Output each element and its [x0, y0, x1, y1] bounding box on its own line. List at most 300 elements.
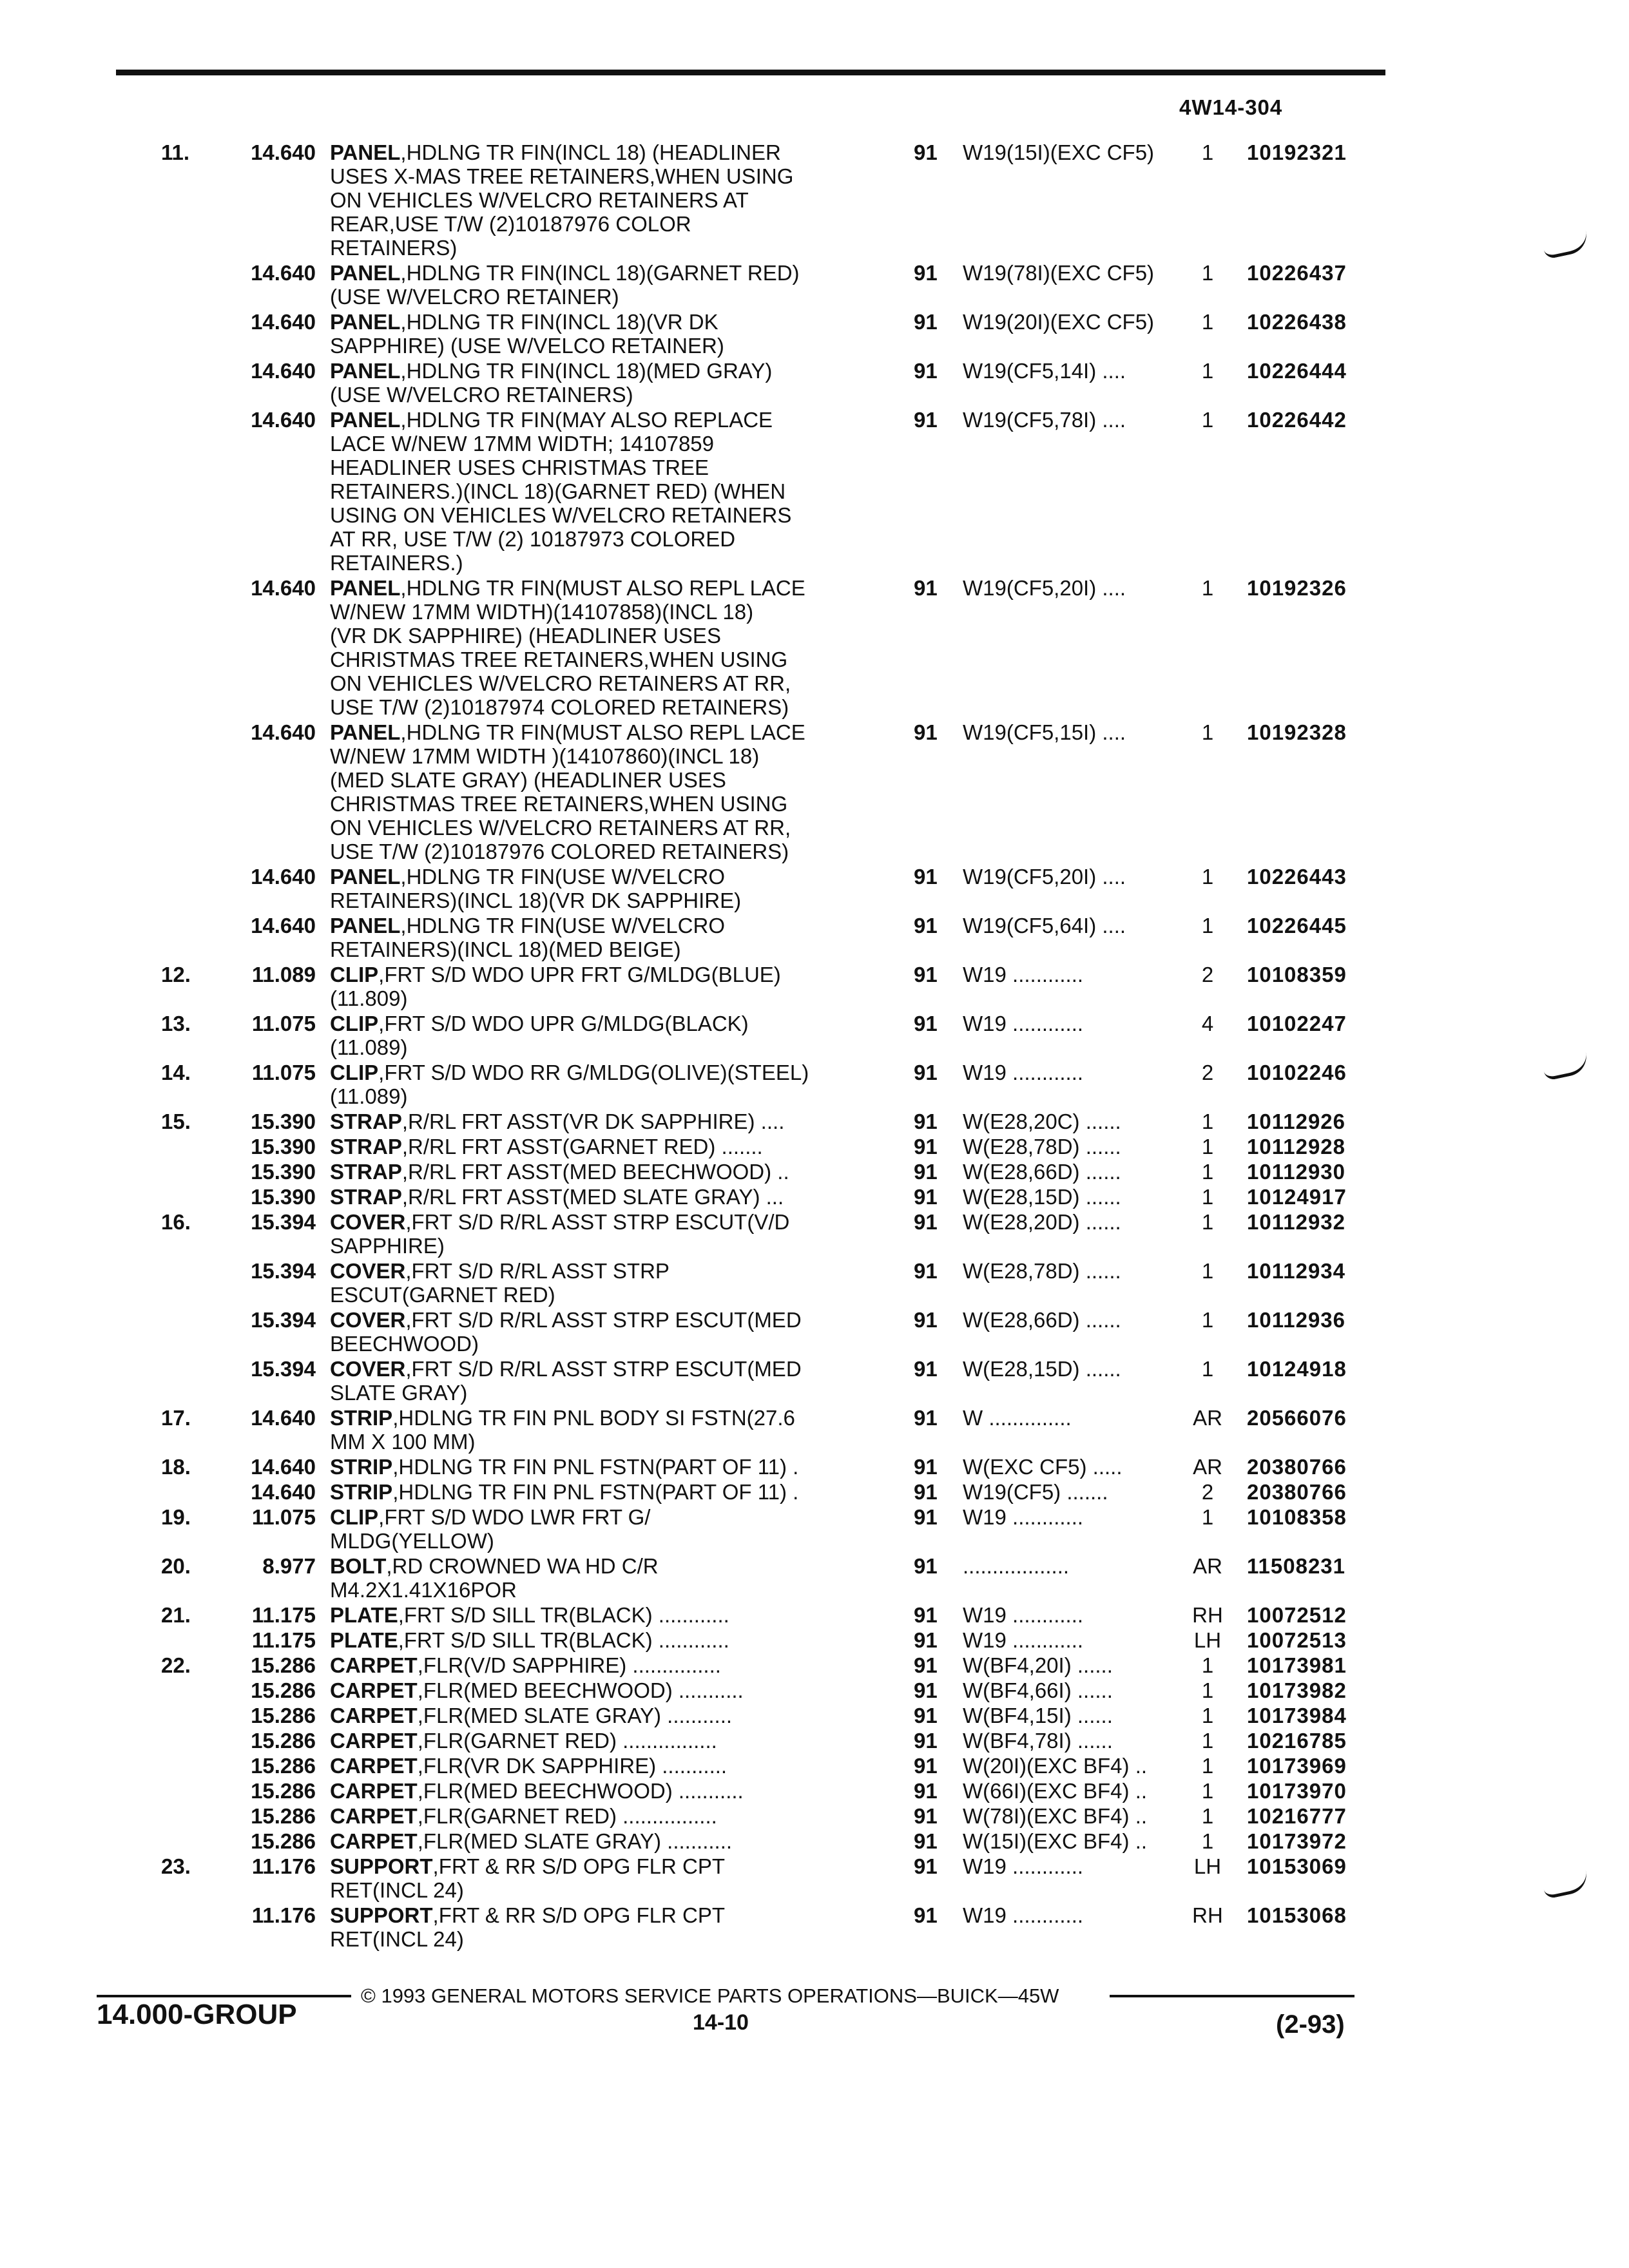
- part-name: SUPPORT: [330, 1854, 433, 1878]
- part-details: ,FRT S/D R/RL ASST STRP ESCUT(GARNET RED): [330, 1259, 670, 1307]
- part-description: [330, 310, 865, 358]
- part-details: ,FLR(MED SLATE GRAY) ...........: [417, 1829, 733, 1853]
- part-number: 20380766: [1247, 1455, 1347, 1479]
- part-details: ,FLR(GARNET RED) ................: [417, 1804, 717, 1828]
- model-year: 91: [914, 1829, 938, 1853]
- part-number: 10112932: [1247, 1210, 1346, 1234]
- table-row: [0, 1406, 1629, 1455]
- table-row: [0, 1012, 1629, 1061]
- usage-code: W19(CF5) .......: [963, 1480, 1108, 1504]
- part-description: [330, 1110, 865, 1133]
- part-number: 10124918: [1247, 1357, 1347, 1381]
- model-year: 91: [914, 310, 938, 334]
- part-name: CLIP: [330, 1505, 379, 1529]
- table-row: [0, 1160, 1629, 1185]
- group-number: 14.640: [251, 310, 316, 334]
- model-year: 91: [914, 576, 938, 600]
- usage-code: W(E28,78D) ......: [963, 1135, 1121, 1158]
- quantity: AR: [1193, 1554, 1222, 1578]
- usage-code: W19 ............: [963, 1903, 1084, 1927]
- part-number: 10173982: [1247, 1678, 1347, 1702]
- table-row: [0, 963, 1629, 1012]
- part-description: [330, 408, 865, 575]
- item-number: 20.: [161, 1554, 191, 1578]
- part-description: [330, 865, 865, 912]
- model-year: 91: [914, 914, 938, 937]
- group-number: 15.390: [251, 1110, 316, 1133]
- usage-code: W19 ............: [963, 1061, 1084, 1084]
- item-number: 21.: [161, 1603, 191, 1627]
- quantity: 1: [1201, 1135, 1214, 1158]
- table-row: [0, 1110, 1629, 1135]
- group-number: 14.640: [251, 261, 316, 285]
- table-row: [0, 359, 1629, 408]
- model-year: 91: [914, 261, 938, 285]
- model-year: 91: [914, 1554, 938, 1578]
- part-name: STRIP: [330, 1480, 393, 1504]
- part-details: ,FRT & RR S/D OPG FLR CPT RET(INCL 24): [330, 1903, 726, 1951]
- model-year: 91: [914, 1678, 938, 1702]
- model-year: 91: [914, 1480, 938, 1504]
- group-number: 14.640: [251, 865, 316, 889]
- model-year: 91: [914, 408, 938, 432]
- table-row: [0, 1480, 1629, 1505]
- usage-code: W19 ............: [963, 1012, 1084, 1035]
- group-number: 14.640: [251, 1455, 316, 1479]
- group-number: 14.640: [251, 720, 316, 744]
- item-number: 18.: [161, 1455, 191, 1479]
- quantity: 1: [1201, 1779, 1214, 1803]
- group-number: 15.390: [251, 1135, 316, 1158]
- part-details: ,R/RL FRT ASST(GARNET RED) .......: [401, 1135, 763, 1158]
- group-number: 15.394: [251, 1357, 316, 1381]
- part-details: ,FRT S/D R/RL ASST STRP ESCUT(V/D SAPPHIRE): [330, 1210, 790, 1258]
- model-year: 91: [914, 1135, 938, 1158]
- part-number: 10216777: [1247, 1804, 1347, 1828]
- part-description: [330, 1653, 865, 1677]
- quantity: AR: [1193, 1455, 1222, 1479]
- table-row: [0, 1603, 1629, 1628]
- table-row: [0, 1210, 1629, 1259]
- part-number: 10216785: [1247, 1729, 1347, 1753]
- part-number: 10192328: [1247, 720, 1347, 744]
- part-description: [330, 1480, 865, 1504]
- part-description: [330, 1603, 865, 1627]
- usage-code: W19(15I)(EXC CF5): [963, 140, 1155, 164]
- part-name: PLATE: [330, 1628, 398, 1652]
- part-description: [330, 1160, 865, 1184]
- usage-code: W(E28,20D) ......: [963, 1210, 1121, 1234]
- quantity: 1: [1201, 1804, 1214, 1828]
- part-details: ,HDLNG TR FIN PNL FSTN(PART OF 11) .: [392, 1480, 799, 1504]
- part-name: CARPET: [330, 1754, 418, 1778]
- part-number: 10226444: [1247, 359, 1347, 383]
- part-details: ,FRT & RR S/D OPG FLR CPT RET(INCL 24): [330, 1854, 726, 1902]
- usage-code: W19 ............: [963, 1854, 1084, 1878]
- item-number: 17.: [161, 1406, 191, 1430]
- quantity: 1: [1201, 1110, 1214, 1133]
- quantity: 1: [1201, 1829, 1214, 1853]
- usage-code: W(E28,15D) ......: [963, 1357, 1121, 1381]
- usage-code: W19 ............: [963, 1505, 1084, 1529]
- part-name: CARPET: [330, 1653, 418, 1677]
- usage-code: W(E28,15D) ......: [963, 1185, 1121, 1209]
- part-details: ,HDLNG TR FIN(INCL 18)(MED GRAY) (USE W/VELCRO RETAINERS): [330, 359, 773, 407]
- part-number: 10102246: [1247, 1061, 1347, 1084]
- part-details: ,FRT S/D WDO RR G/MLDG(OLIVE)(STEEL) (11.089): [330, 1061, 809, 1108]
- model-year: 91: [914, 1061, 938, 1084]
- part-name: STRIP: [330, 1406, 393, 1430]
- quantity: 1: [1201, 1678, 1214, 1702]
- usage-code: W(15I)(EXC BF4) ..: [963, 1829, 1148, 1853]
- part-details: ,HDLNG TR FIN(INCL 18)(GARNET RED) (USE W/VELCRO RETAINER): [330, 261, 800, 309]
- group-number: 11.175: [251, 1603, 316, 1627]
- group-number: 11.175: [251, 1628, 316, 1652]
- part-details: ,FRT S/D WDO UPR G/MLDG(BLACK) (11.089): [330, 1012, 749, 1059]
- usage-code: W19(CF5,20I) ....: [963, 865, 1126, 889]
- part-details: ,FLR(VR DK SAPPHIRE) ...........: [417, 1754, 728, 1778]
- quantity: 1: [1201, 1653, 1214, 1677]
- part-details: ,HDLNG TR FIN(USE W/VELCRO RETAINERS)(INCL 18)(VR DK SAPPHIRE): [330, 865, 742, 912]
- quantity: 1: [1201, 359, 1214, 383]
- model-year: 91: [914, 1903, 938, 1927]
- quantity: 1: [1201, 1754, 1214, 1778]
- usage-code: W19(CF5,64I) ....: [963, 914, 1126, 937]
- table-row: [0, 1779, 1629, 1804]
- model-year: 91: [914, 1505, 938, 1529]
- usage-code: W(E28,78D) ......: [963, 1259, 1121, 1283]
- group-number: 15.394: [251, 1308, 316, 1332]
- model-year: 91: [914, 1704, 938, 1727]
- group-number: 15.390: [251, 1185, 316, 1209]
- part-number: 10112928: [1247, 1135, 1346, 1158]
- part-description: [330, 576, 865, 719]
- part-details: ,FRT S/D R/RL ASST STRP ESCUT(MED SLATE GRAY): [330, 1357, 802, 1405]
- part-name: CARPET: [330, 1779, 418, 1803]
- group-number: 14.640: [251, 140, 316, 164]
- part-name: STRAP: [330, 1110, 402, 1133]
- group-number: 15.286: [251, 1804, 316, 1828]
- table-row: [0, 1628, 1629, 1653]
- part-description: [330, 1829, 865, 1853]
- quantity: 2: [1201, 963, 1214, 986]
- group-number: 15.286: [251, 1653, 316, 1677]
- table-row: [0, 1829, 1629, 1854]
- footer-date: (2-93): [1276, 2010, 1345, 2039]
- table-row: [0, 1185, 1629, 1210]
- part-description: [330, 1308, 865, 1356]
- footer-group: 14.000-GROUP: [97, 1999, 297, 2030]
- usage-code: W(EXC CF5) .....: [963, 1455, 1123, 1479]
- part-description: [330, 963, 865, 1010]
- part-details: ,HDLNG TR FIN(MUST ALSO REPL LACE W/NEW 17MM WIDTH )(14107860)(INCL 18) (MED SLATE GRAY) (HEADLINER USES CHRISTMAS TREE RETAINERS,WHEN USING ON VEHICLES W/VELCRO RETAINERS AT RR, USE T/W (2)10187976 COLORED RETAINERS): [330, 720, 805, 863]
- part-details: ,HDLNG TR FIN(MAY ALSO REPLACE LACE W/NEW 17MM WIDTH; 14107859 HEADLINER USES CHRISTMAS TREE RETAINERS.)(INCL 18)(GARNET RED) (WHEN USING ON VEHICLES W/VELCRO RETAINERS AT RR, USE T/W (2) 10187973 COLORED RETAINERS.): [330, 408, 792, 575]
- table-row: [0, 576, 1629, 720]
- page-code: 4W14-304: [1179, 95, 1283, 119]
- part-number: 10173984: [1247, 1704, 1347, 1727]
- table-row: [0, 1061, 1629, 1110]
- group-number: 8.977: [262, 1554, 316, 1578]
- quantity: 1: [1201, 140, 1214, 164]
- usage-code: W19 ............: [963, 1628, 1084, 1652]
- item-number: 15.: [161, 1110, 191, 1133]
- usage-code: W(E28,66D) ......: [963, 1308, 1121, 1332]
- model-year: 91: [914, 1628, 938, 1652]
- item-number: 11.: [161, 140, 190, 164]
- part-description: [330, 1779, 865, 1803]
- group-number: 11.089: [251, 963, 316, 986]
- part-description: [330, 1505, 865, 1553]
- part-number: 10192326: [1247, 576, 1347, 600]
- table-row: [0, 720, 1629, 865]
- part-description: [330, 1628, 865, 1652]
- part-description: [330, 1357, 865, 1405]
- quantity: 1: [1201, 1729, 1214, 1753]
- quantity: 1: [1201, 1308, 1214, 1332]
- model-year: 91: [914, 1779, 938, 1803]
- quantity: 1: [1201, 1259, 1214, 1283]
- model-year: 91: [914, 1455, 938, 1479]
- part-name: PANEL: [330, 261, 401, 285]
- part-details: ,HDLNG TR FIN(MUST ALSO REPL LACE W/NEW 17MM WIDTH)(14107858)(INCL 18) (VR DK SAPPHIRE) (HEADLINER USES CHRISTMAS TREE RETAINERS,WHEN USING ON VEHICLES W/VELCRO RETAINERS AT RR, USE T/W (2)10187974 COLORED RETAINERS): [330, 576, 805, 719]
- part-description: [330, 1754, 865, 1778]
- group-number: 11.075: [251, 1505, 316, 1529]
- table-row: [0, 140, 1629, 261]
- part-number: 10108359: [1247, 963, 1347, 986]
- quantity: 4: [1201, 1012, 1214, 1035]
- part-details: ,FLR(GARNET RED) ................: [417, 1729, 717, 1753]
- part-description: [330, 1210, 865, 1258]
- part-number: 10226442: [1247, 408, 1347, 432]
- model-year: 91: [914, 1185, 938, 1209]
- part-number: 10173981: [1247, 1653, 1347, 1677]
- group-number: 14.640: [251, 1480, 316, 1504]
- part-name: STRIP: [330, 1455, 393, 1479]
- part-name: STRAP: [330, 1160, 402, 1184]
- part-details: ,R/RL FRT ASST(MED SLATE GRAY) ...: [401, 1185, 784, 1209]
- usage-code: W(20I)(EXC BF4) ..: [963, 1754, 1148, 1778]
- footer-rule-right: [1110, 1995, 1354, 1997]
- part-number: 10153068: [1247, 1903, 1347, 1927]
- usage-code: W(BF4,66I) ......: [963, 1678, 1113, 1702]
- model-year: 91: [914, 1210, 938, 1234]
- part-name: PANEL: [330, 310, 401, 334]
- usage-code: W(66I)(EXC BF4) ..: [963, 1779, 1148, 1803]
- model-year: 91: [914, 1259, 938, 1283]
- part-number: 11508231: [1247, 1554, 1346, 1578]
- table-row: [0, 1653, 1629, 1678]
- group-number: 15.286: [251, 1829, 316, 1853]
- part-description: [330, 1804, 865, 1828]
- part-details: ,FRT S/D R/RL ASST STRP ESCUT(MED BEECHWOOD): [330, 1308, 802, 1356]
- footer-rule-left: [97, 1995, 351, 1997]
- group-number: 11.176: [251, 1854, 316, 1878]
- item-number: 16.: [161, 1210, 191, 1234]
- part-number: 10072513: [1247, 1628, 1347, 1652]
- part-name: PANEL: [330, 914, 401, 937]
- group-number: 11.075: [251, 1012, 316, 1035]
- top-rule: [116, 70, 1385, 75]
- part-description: [330, 1455, 865, 1479]
- part-description: [330, 1406, 865, 1454]
- table-row: [0, 1135, 1629, 1160]
- usage-code: W19(20I)(EXC CF5): [963, 310, 1155, 334]
- usage-code: W19(78I)(EXC CF5): [963, 261, 1155, 285]
- part-details: ,FLR(MED SLATE GRAY) ...........: [417, 1704, 733, 1727]
- group-number: 15.286: [251, 1779, 316, 1803]
- part-number: 10112934: [1247, 1259, 1346, 1283]
- part-name: CLIP: [330, 1012, 379, 1035]
- quantity: AR: [1193, 1406, 1222, 1430]
- table-row: [0, 1804, 1629, 1829]
- group-number: 15.286: [251, 1678, 316, 1702]
- model-year: 91: [914, 1854, 938, 1878]
- part-description: [330, 1704, 865, 1727]
- group-number: 14.640: [251, 408, 316, 432]
- model-year: 91: [914, 1357, 938, 1381]
- quantity: 1: [1201, 865, 1214, 889]
- part-name: CARPET: [330, 1804, 418, 1828]
- part-details: ,FRT S/D SILL TR(BLACK) ............: [398, 1603, 729, 1627]
- part-name: COVER: [330, 1259, 406, 1283]
- model-year: 91: [914, 1012, 938, 1035]
- quantity: 1: [1201, 1357, 1214, 1381]
- part-name: PANEL: [330, 140, 401, 164]
- part-number: 10226438: [1247, 310, 1347, 334]
- part-description: [330, 1185, 865, 1209]
- item-number: 14.: [161, 1061, 191, 1084]
- model-year: 91: [914, 1653, 938, 1677]
- usage-code: ..................: [963, 1554, 1070, 1578]
- table-row: [0, 1729, 1629, 1754]
- model-year: 91: [914, 140, 938, 164]
- usage-code: W ..............: [963, 1406, 1072, 1430]
- quantity: 1: [1201, 1160, 1214, 1184]
- part-number: 20566076: [1247, 1406, 1347, 1430]
- part-details: ,FLR(V/D SAPPHIRE) ...............: [417, 1653, 721, 1677]
- part-name: PANEL: [330, 359, 401, 383]
- part-name: CARPET: [330, 1704, 418, 1727]
- model-year: 91: [914, 1729, 938, 1753]
- group-number: 15.286: [251, 1704, 316, 1727]
- group-number: 11.075: [251, 1061, 316, 1084]
- part-number: 10226437: [1247, 261, 1347, 285]
- usage-code: W(BF4,78I) ......: [963, 1729, 1113, 1753]
- parts-table: [0, 140, 1629, 1952]
- part-description: [330, 1135, 865, 1158]
- part-name: CLIP: [330, 1061, 379, 1084]
- quantity: 1: [1201, 1704, 1214, 1727]
- part-name: CLIP: [330, 963, 379, 986]
- item-number: 23.: [161, 1854, 191, 1878]
- part-number: 20380766: [1247, 1480, 1347, 1504]
- part-name: COVER: [330, 1308, 406, 1332]
- part-description: [330, 720, 865, 863]
- usage-code: W(E28,66D) ......: [963, 1160, 1121, 1184]
- part-details: ,HDLNG TR FIN PNL FSTN(PART OF 11) .: [392, 1455, 799, 1479]
- quantity: RH: [1192, 1603, 1223, 1627]
- part-number: 10226445: [1247, 914, 1347, 937]
- part-number: 10112930: [1247, 1160, 1346, 1184]
- usage-code: W(78I)(EXC BF4) ..: [963, 1804, 1148, 1828]
- model-year: 91: [914, 865, 938, 889]
- footer-copyright: © 1993 GENERAL MOTORS SERVICE PARTS OPERATIONS—BUICK—45W: [361, 1984, 1059, 2007]
- quantity: LH: [1193, 1628, 1222, 1652]
- model-year: 91: [914, 359, 938, 383]
- part-description: [330, 1903, 865, 1951]
- table-row: [0, 1259, 1629, 1308]
- item-number: 19.: [161, 1505, 191, 1529]
- part-details: ,R/RL FRT ASST(VR DK SAPPHIRE) ....: [401, 1110, 785, 1133]
- part-description: [330, 1729, 865, 1753]
- table-row: [0, 1678, 1629, 1704]
- group-number: 14.640: [251, 914, 316, 937]
- part-description: [330, 1554, 865, 1602]
- part-description: [330, 1678, 865, 1702]
- model-year: 91: [914, 1754, 938, 1778]
- table-row: [0, 914, 1629, 963]
- usage-code: W(BF4,15I) ......: [963, 1704, 1113, 1727]
- model-year: 91: [914, 720, 938, 744]
- group-number: 15.390: [251, 1160, 316, 1184]
- item-number: 22.: [161, 1653, 191, 1677]
- part-number: 10124917: [1247, 1185, 1347, 1209]
- table-row: [0, 1704, 1629, 1729]
- usage-code: W(E28,20C) ......: [963, 1110, 1121, 1133]
- part-number: 10192321: [1247, 140, 1347, 164]
- table-row: [0, 310, 1629, 359]
- model-year: 91: [914, 1804, 938, 1828]
- part-number: 10173972: [1247, 1829, 1347, 1853]
- part-number: 10173969: [1247, 1754, 1347, 1778]
- item-number: 12.: [161, 963, 191, 986]
- quantity: 1: [1201, 261, 1214, 285]
- model-year: 91: [914, 1603, 938, 1627]
- part-description: [330, 1259, 865, 1307]
- part-details: ,FLR(MED BEECHWOOD) ...........: [417, 1779, 744, 1803]
- part-name: STRAP: [330, 1135, 402, 1158]
- part-details: ,FRT S/D SILL TR(BLACK) ............: [398, 1628, 729, 1652]
- part-details: ,FRT S/D WDO LWR FRT G/ MLDG(YELLOW): [330, 1505, 651, 1553]
- quantity: 1: [1201, 1505, 1214, 1529]
- quantity: 1: [1201, 720, 1214, 744]
- table-row: [0, 865, 1629, 914]
- part-name: PANEL: [330, 865, 401, 889]
- part-details: ,HDLNG TR FIN PNL BODY SI FSTN(27.6 MM X 100 MM): [330, 1406, 795, 1454]
- model-year: 91: [914, 1406, 938, 1430]
- part-name: STRAP: [330, 1185, 402, 1209]
- part-name: PANEL: [330, 576, 401, 600]
- part-description: [330, 1854, 865, 1902]
- part-number: 10112926: [1247, 1110, 1346, 1133]
- model-year: 91: [914, 1110, 938, 1133]
- group-number: 11.176: [251, 1903, 316, 1927]
- group-number: 15.394: [251, 1210, 316, 1234]
- footer-page-number: 14-10: [693, 2010, 749, 2035]
- table-row: [0, 261, 1629, 310]
- group-number: 15.394: [251, 1259, 316, 1283]
- usage-code: W19 ............: [963, 963, 1084, 986]
- usage-code: W(BF4,20I) ......: [963, 1653, 1113, 1677]
- group-number: 15.286: [251, 1754, 316, 1778]
- part-name: BOLT: [330, 1554, 387, 1578]
- quantity: LH: [1193, 1854, 1222, 1878]
- quantity: 1: [1201, 576, 1214, 600]
- group-number: 14.640: [251, 1406, 316, 1430]
- group-number: 14.640: [251, 359, 316, 383]
- part-name: PANEL: [330, 720, 401, 744]
- part-details: ,HDLNG TR FIN(INCL 18)(VR DK SAPPHIRE) (USE W/VELCO RETAINER): [330, 310, 724, 358]
